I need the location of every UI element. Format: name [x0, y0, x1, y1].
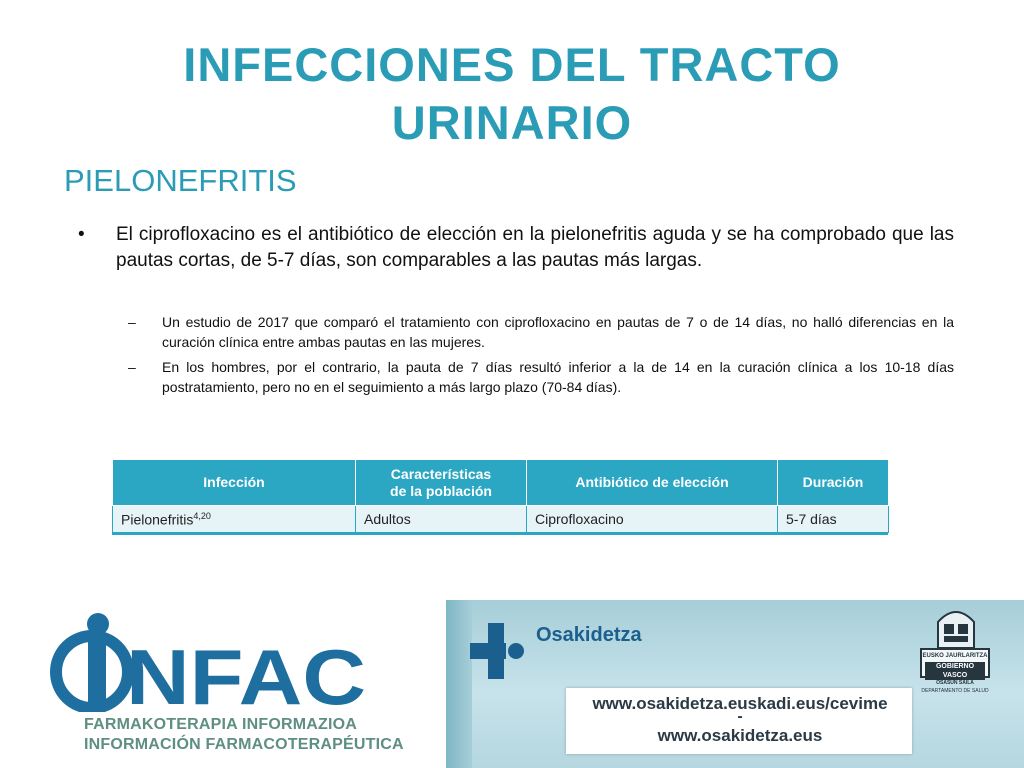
header-poblacion-line2: de la población: [390, 482, 492, 499]
table-header-row: [113, 460, 889, 506]
osakidetza-logo-icon: [468, 621, 528, 681]
url-osakidetza-link[interactable]: www.osakidetza.eus: [657, 726, 823, 745]
url-cevime-link[interactable]: www.osakidetza.euskadi.eus/cevime: [592, 694, 888, 713]
sub-bullet-text: En los hombres, por el contrario, la pauta de 7 días resultó inferior a la de 14 en la curación clínica a los 10-18 días postratamiento, pero no en el seguimiento a más largo plazo (70-84 días).: [162, 359, 954, 395]
gv-small1: OSASUN SAILA: [936, 680, 974, 686]
slide-subtitle: PIELONEFRITIS: [64, 163, 297, 198]
sub-bullet-1: [128, 312, 954, 352]
cell-infeccion-text: Pielonefritis: [121, 511, 194, 528]
cell-poblacion: Adultos: [356, 506, 527, 533]
header-poblacion: [356, 460, 527, 506]
infac-line1: FARMAKOTERAPIA INFORMAZIOA: [84, 716, 358, 733]
main-bullet: [78, 222, 954, 274]
gv-line2: GOBIERNO VASCO: [925, 662, 985, 680]
treatment-table: [112, 459, 889, 533]
header-poblacion-line1: Características: [390, 465, 492, 482]
table-row: [113, 506, 889, 533]
table-bottom-border: [112, 532, 888, 535]
sub-bullet-mark: –: [128, 359, 136, 375]
infac-logo-text: NFAC: [126, 633, 366, 712]
gv-line1: EUSKO JAURLARITZA: [922, 653, 988, 659]
header-duracion: Duración: [778, 460, 889, 506]
osakidetza-name: Osakidetza: [536, 624, 642, 646]
gv-small2: DEPARTAMENTO DE SALUD: [921, 688, 989, 694]
sub-bullet-2: [128, 357, 954, 397]
slide-title: [60, 36, 964, 152]
bullet-text: El ciprofloxacino es el antibiótico de elección en la pielonefritis aguda y se ha comprobado que las pautas cortas, de 5-7 días, son comparables a las pautas más largas.: [116, 224, 954, 271]
url-separator: -: [737, 708, 743, 725]
cell-infeccion-refs: 4,20: [193, 510, 211, 521]
bullet-mark: •: [78, 224, 85, 245]
sub-bullet-mark: –: [128, 314, 136, 330]
slide-title-line2: URINARIO: [391, 96, 633, 149]
sub-bullet-text: Un estudio de 2017 que comparó el tratamiento con ciprofloxacino en pautas de 7 o de 14 días, no halló diferencias en la curación clínica entre ambas pautas en las mujeres.: [162, 314, 954, 350]
gobierno-vasco-seal-icon: [932, 608, 980, 648]
infac-line2: INFORMACIÓN FARMACOTERAPÉUTICA: [84, 736, 404, 753]
cell-antibiotico: Ciprofloxacino: [527, 506, 778, 533]
infac-logo-stem: [88, 640, 106, 706]
cell-infeccion: [113, 506, 356, 533]
infac-logo: [44, 612, 374, 712]
header-antibiotico: Antibiótico de elección: [527, 460, 778, 506]
cell-duracion: 5-7 días: [778, 506, 889, 533]
slide-title-line1: INFECCIONES DEL TRACTO: [183, 38, 841, 91]
header-infeccion: Infección: [113, 460, 356, 506]
gobierno-vasco-label: [920, 648, 990, 678]
